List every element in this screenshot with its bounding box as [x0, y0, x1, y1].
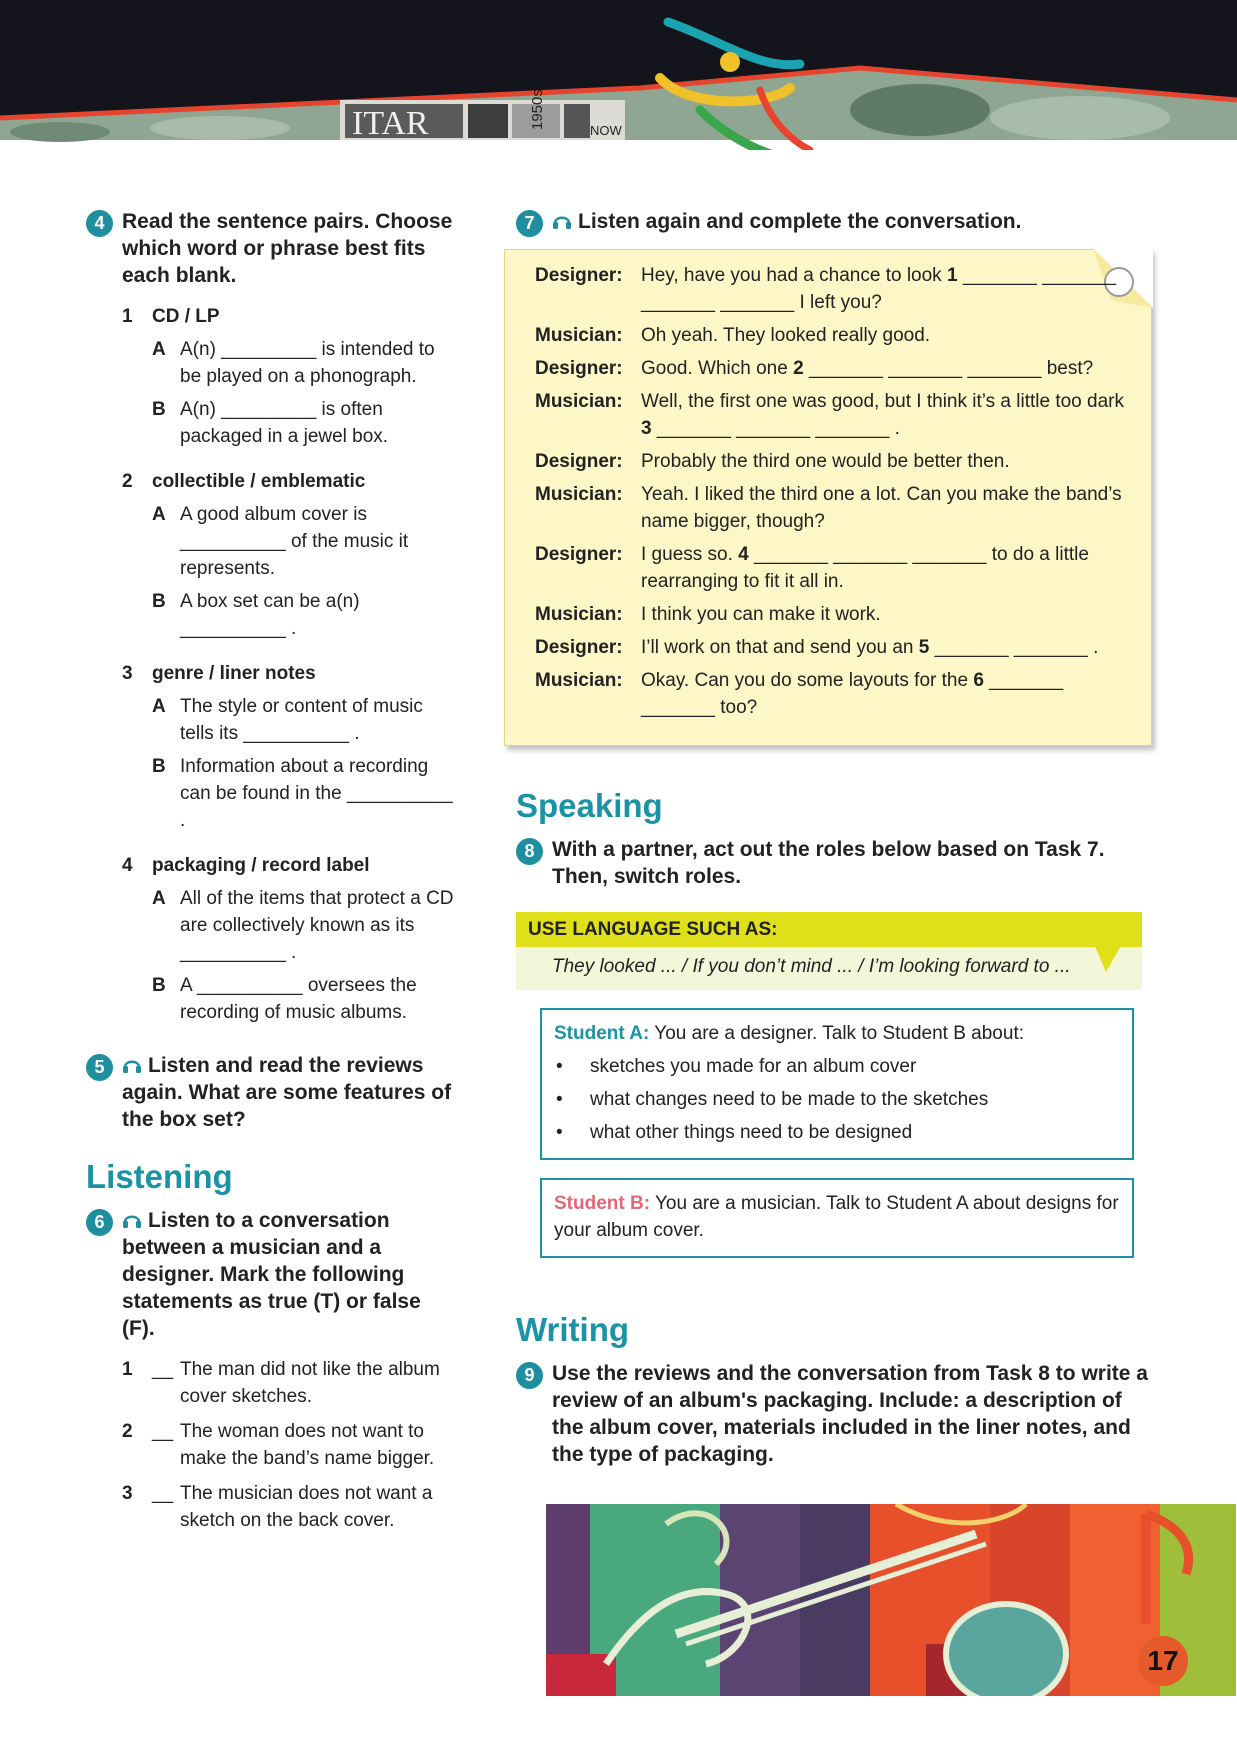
dialogue-line	[535, 262, 1131, 316]
item-choices: CD / LP	[152, 306, 220, 327]
headphones-icon	[552, 212, 572, 230]
gap-number: 6	[973, 670, 984, 691]
role-bullet: • sketches you made for an album cover	[554, 1053, 1120, 1080]
vocab-item	[86, 468, 458, 495]
dialogue-line	[535, 481, 1131, 535]
item-number: 2	[122, 471, 133, 492]
sentence-b	[86, 753, 458, 834]
task-instruction: Listen and read the reviews again. What are some features of the box set?	[122, 1054, 452, 1131]
task-7	[516, 208, 1156, 235]
headphones-icon	[122, 1056, 142, 1074]
sentence-text: A(n) _________ is often packaged in a jewel box.	[180, 399, 389, 447]
dialogue-line	[535, 634, 1131, 661]
sentence-text: A box set can be a(n) __________ .	[180, 591, 360, 639]
section-heading-writing: Writing	[516, 1311, 630, 1348]
statement-text: The musician does not want a sketch on the back cover.	[180, 1483, 433, 1531]
line-text: Hey, have you had a chance to look	[641, 265, 947, 286]
section-heading-listening: Listening	[86, 1158, 233, 1195]
sentence-letter: A	[152, 339, 166, 360]
line-text: Okay. Can you do some layouts for the	[641, 670, 974, 691]
line-text: I’ll work on that and send you an	[641, 637, 919, 658]
task-6	[86, 1207, 458, 1342]
sentence-a	[86, 885, 458, 966]
dialogue-line	[535, 541, 1131, 595]
gap-blanks[interactable]: _______ _______ _______ _______ I left you?	[641, 265, 1117, 313]
task-number: 8	[516, 838, 543, 865]
task-number: 6	[86, 1209, 113, 1236]
answer-blank[interactable]: __	[152, 1359, 174, 1380]
answer-blank[interactable]: __	[152, 1421, 174, 1442]
sentence-text: The style or content of music tells its __________ .	[180, 696, 423, 744]
gap-blanks[interactable]: _______ _______ .	[929, 637, 1099, 658]
task-number: 4	[86, 210, 113, 237]
sentence-letter: A	[152, 888, 166, 909]
student-b-label: Student B:	[554, 1193, 651, 1214]
task-number: 9	[516, 1362, 543, 1389]
statement-number: 2	[122, 1421, 133, 1442]
student-b-text: You are a musician. Talk to Student A about designs for your album cover.	[554, 1193, 1119, 1241]
sentence-b	[86, 588, 458, 642]
task-4	[86, 208, 458, 289]
item-choices: collectible / emblematic	[152, 471, 366, 492]
task-8	[516, 836, 1156, 890]
task-instruction: With a partner, act out the roles below based on Task 7. Then, switch roles.	[552, 838, 1105, 888]
dialogue-line	[535, 355, 1131, 382]
vocab-item	[86, 852, 458, 879]
item-number: 3	[122, 663, 133, 684]
task-instruction: Use the reviews and the conversation from Task 8 to write a review of an album's packaging. Include: a description of the album cover, materials included in the liner notes, and the type of packaging.	[552, 1362, 1148, 1466]
line-text: I think you can make it work.	[641, 604, 881, 625]
vocab-item	[86, 303, 458, 330]
student-b-box	[540, 1178, 1134, 1258]
speaker: Designer:	[535, 265, 623, 286]
headphones-icon	[122, 1211, 142, 1229]
sentence-text: A good album cover is __________ of the music it represents.	[180, 504, 409, 579]
dialogue-line	[535, 388, 1131, 442]
use-language-phrases	[516, 947, 1142, 990]
gap-blanks[interactable]: _______ _______ _______ best?	[803, 358, 1094, 379]
speaker: Musician:	[535, 325, 623, 346]
line-text: Well, the first one was good, but I think it’s a little too dark	[641, 391, 1124, 412]
header-banner	[0, 0, 1237, 150]
student-a-box	[540, 1008, 1134, 1160]
gap-blanks[interactable]: _______ _______ _______ to do a little rearranging to fit it all in.	[641, 544, 1089, 592]
speech-pointer-icon	[1094, 944, 1122, 972]
line-text: Good. Which one	[641, 358, 794, 379]
speaker: Musician:	[535, 391, 623, 412]
sentence-letter: B	[152, 756, 166, 777]
use-language-box	[516, 912, 1142, 990]
speaker: Designer:	[535, 358, 623, 379]
speaker: Designer:	[535, 544, 623, 565]
sentence-text: A(n) _________ is intended to be played on a phonograph.	[180, 339, 435, 387]
gap-number: 4	[738, 544, 749, 565]
sentence-text: All of the items that protect a CD are collectively known as its __________ .	[180, 888, 454, 963]
dialogue-line	[535, 667, 1131, 721]
statement-text: The woman does not want to make the band’s name bigger.	[180, 1421, 435, 1469]
task-instruction: Listen to a conversation between a musician and a designer. Mark the following statements as true (T) or false (F).	[122, 1209, 421, 1340]
speaker: Designer:	[535, 451, 623, 472]
task-5	[86, 1052, 458, 1133]
sentence-letter: B	[152, 591, 166, 612]
tf-statement	[86, 1356, 458, 1410]
sentence-letter: A	[152, 504, 166, 525]
task-9	[516, 1360, 1156, 1468]
dialogue-line	[535, 601, 1131, 628]
statement-number: 3	[122, 1483, 133, 1504]
statement-text: The man did not like the album cover sketches.	[180, 1359, 440, 1407]
phrase-list: They looked ... / If you don’t mind ... / I’m looking forward to ...	[552, 956, 1071, 977]
sentence-b	[86, 396, 458, 450]
tf-statement	[86, 1480, 458, 1534]
gap-number: 3	[641, 418, 652, 439]
tf-statement	[86, 1418, 458, 1472]
item-choices: genre / liner notes	[152, 663, 316, 684]
task-number: 5	[86, 1054, 113, 1081]
speaker: Musician:	[535, 604, 623, 625]
task-instruction: Read the sentence pairs. Choose which word or phrase best fits each blank.	[122, 210, 453, 287]
dialogue-line	[535, 322, 1131, 349]
item-number: 1	[122, 306, 133, 327]
gap-blanks[interactable]: _______ _______ _______ .	[651, 418, 900, 439]
sentence-text: A __________ oversees the recording of music albums.	[180, 975, 417, 1023]
sentence-letter: B	[152, 975, 166, 996]
gap-number: 2	[793, 358, 804, 379]
dialogue-line	[535, 448, 1131, 475]
task-number: 7	[516, 210, 543, 237]
item-number: 4	[122, 855, 133, 876]
student-a-text: You are a designer. Talk to Student B about:	[654, 1023, 1025, 1044]
line-text: I guess so.	[641, 544, 739, 565]
speaker: Designer:	[535, 637, 623, 658]
student-a-label: Student A:	[554, 1023, 650, 1044]
sentence-letter: A	[152, 696, 166, 717]
conversation-card	[504, 249, 1152, 746]
section-heading-speaking: Speaking	[516, 787, 663, 824]
sentence-letter: B	[152, 399, 166, 420]
left-column	[86, 208, 458, 1534]
line-text: Oh yeah. They looked really good.	[641, 325, 931, 346]
vocab-item	[86, 660, 458, 687]
use-language-title: USE LANGUAGE SUCH AS:	[516, 912, 1142, 947]
gap-number: 1	[946, 265, 958, 286]
line-text: Yeah. I liked the third one a lot. Can you make the band’s name bigger, though?	[641, 484, 1122, 532]
sentence-a	[86, 336, 458, 390]
sentence-text: Information about a recording can be found in the __________ .	[180, 756, 453, 831]
decorative-music-illustration	[546, 1504, 1236, 1696]
line-text: Probably the third one would be better then.	[641, 451, 1010, 472]
item-choices: packaging / record label	[152, 855, 370, 876]
speaker: Musician:	[535, 484, 623, 505]
task-instruction: Listen again and complete the conversation.	[578, 210, 1022, 233]
right-column	[516, 208, 1156, 1468]
role-bullet: • what changes need to be made to the sketches	[554, 1086, 1120, 1113]
header-strip-word: 1950s	[529, 89, 546, 130]
header-strip-word: NOW	[590, 123, 622, 138]
sentence-b	[86, 972, 458, 1026]
sentence-a	[86, 693, 458, 747]
gap-blanks[interactable]: _______ _______ too?	[641, 670, 1064, 718]
role-bullet: • what other things need to be designed	[554, 1119, 1120, 1146]
page-number: 17	[1138, 1636, 1188, 1686]
sentence-a	[86, 501, 458, 582]
gap-number: 5	[918, 637, 930, 658]
header-strip-word: ITAR	[352, 105, 429, 142]
statement-number: 1	[122, 1359, 133, 1380]
answer-blank[interactable]: __	[152, 1483, 174, 1504]
speaker: Musician:	[535, 670, 623, 691]
